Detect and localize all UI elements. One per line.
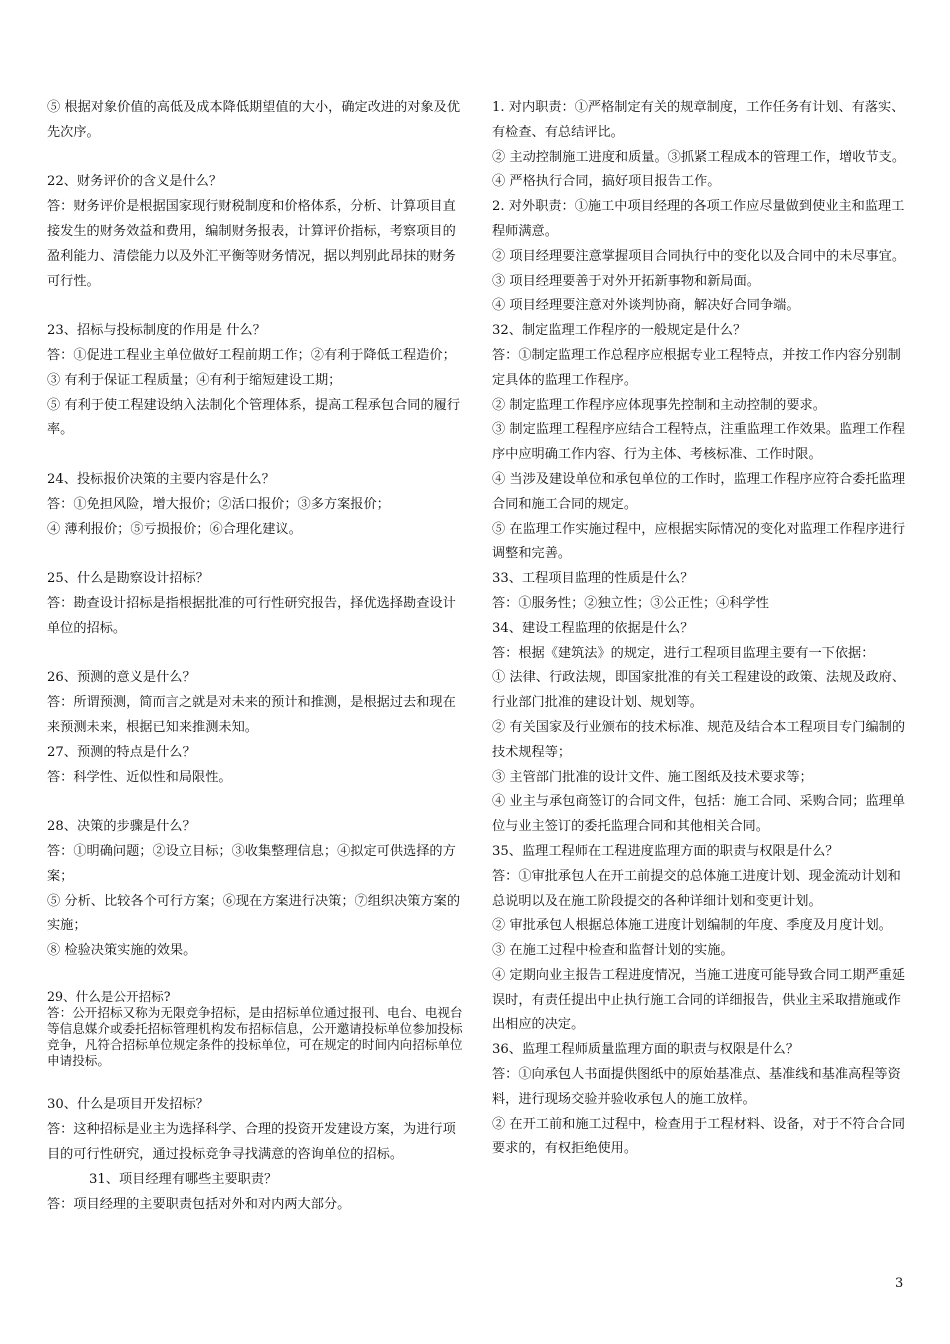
text-line: 答：勘查设计招标是指根据批准的可行性研究报告，择优选择勘查设计单位的招标。 [47,595,456,636]
text-line: 34、建设工程监理的依据是什么？ [492,620,694,636]
text-line: ③ 有利于保证工程质量；④有利于缩短建设工期； [47,372,342,388]
text-line: ④ 项目经理要注意对外谈判协商，解决好合同争端。 [492,298,800,314]
paragraph-gap [47,642,463,667]
text-line: 35、监理工程师在工程进度监理方面的职责与权限是什么？ [492,843,839,859]
text-line: 25、什么是勘察设计招标？ [47,571,209,587]
paragraph-gap [47,1069,463,1094]
text-line: 答：①免担风险，增大报价；②活口报价；③多方案报价； [47,496,390,512]
text-line: 30、什么是项目开发招标？ [47,1097,209,1113]
text-line: 答：根据《建筑法》的规定，进行工程项目监理主要有一下依据： [492,645,875,661]
text-line: ④ 严格执行合同，搞好项目报告工作。 [492,174,721,190]
text-line: 33、工程项目监理的性质是什么？ [492,571,694,587]
text-line: 24、投标报价决策的主要内容是什么？ [47,471,275,487]
text-line: 22、财务评价的含义是什么？ [47,174,223,190]
text-line: 答：这种招标是业主为选择科学、合理的投资开发建设方案，为进行项目的可行性研究，通过投标竞争寻找满意的咨询单位的招标。 [47,1122,456,1163]
text-line: ⑧ 检验决策实施的效果。 [47,943,197,959]
paragraph-gap [47,146,463,171]
text-line: ⑤ 在监理工作实施过程中，应根据实际情况的变化对监理工作程序进行调整和完善。 [492,521,906,562]
text-line: 31、项目经理有哪些主要职责？ [89,1171,278,1187]
left-column [47,96,463,1217]
page-number: 3 [895,1276,904,1291]
text-line: 1. 对内职责：①严格制定有关的规章制度，工作任务有计划、有落实、有检查、有总结评比。 [492,100,905,140]
text-line: 答：公开招标又称为无限竞争招标，是由招标单位通过报刊、电台、电视台等信息媒介或委托招标管理机构发布招标信息，公开邀请投标单位参加投标竞争，凡符合招标单位规定条件的投标单位，可在规定的时间内向招标单位申请投标。 [47,1004,463,1068]
text-line: 36、监理工程师质量监理方面的职责与权限是什么？ [492,1042,799,1058]
text-line: 答：科学性、近似性和局限性。 [47,769,232,785]
text-line: ② 制定监理工作程序应体现事先控制和主动控制的要求。 [492,397,826,413]
text-line: 答：财务评价是根据国家现行财税制度和价格体系，分析、计算项目直接发生的财务效益和费用，编制财务报表，计算评价指标，考察项目的盈利能力、清偿能力以及外汇平衡等财务情况，据以判别此昂抹的财务可行性。 [47,199,456,289]
text-line: 答：项目经理的主要职责包括对外和对内两大部分。 [47,1196,351,1212]
text-line: 答：所谓预测，简而言之就是对未来的预计和推测，是根据过去和现在来预测未来，根据已知来推测未知。 [47,695,456,735]
text-line: 26、预测的意义是什么？ [47,670,196,686]
paragraph-gap [47,790,463,815]
text-line: 答：①明确问题；②设立目标；③收集整理信息；④拟定可供选择的方案； [47,843,456,884]
right-column [492,96,908,1162]
text-line: 2. 对外职责：①施工中项目经理的各项工作应尽量做到使业主和监理工程师满意。 [492,199,905,239]
text-line: ⑤ 有利于使工程建设纳入法制化个管理体系，提高工程承包合同的履行率。 [47,397,461,438]
text-line: 32、制定监理工作程序的一般规定是什么？ [492,323,747,339]
text-line: ② 主动控制施工进度和质量。③抓紧工程成本的管理工作，增收节支。 [492,149,906,165]
text-line: 答：①向承包人书面提供图纸中的原始基准点、基准线和基准高程等资料，进行现场交验并验收承包人的施工放样。 [492,1067,901,1107]
text-line: ④ 业主与承包商签订的合同文件，包括：施工合同、采购合同；监理单位与业主签订的委托监理合同和其他相关合同。 [492,794,906,835]
text-line: ⑤ 分析、比较各个可行方案；⑥现在方案进行决策；⑦组织决策方案的实施； [47,893,461,934]
text-line: ② 审批承包人根据总体施工进度计划编制的年度、季度及月度计划。 [492,918,892,934]
text-line: ③ 在施工过程中检查和监督计划的实施。 [492,943,734,959]
paragraph-gap [47,443,463,468]
text-line: ④ 当涉及建设单位和承包单位的工作时，监理工作程序应符合委托监理合同和施工合同的规定。 [492,471,906,512]
text-line: 23、招标与投标制度的作用是 什么？ [47,323,266,339]
text-line: 答：①审批承包人在开工前提交的总体施工进度计划、现金流动计划和总说明以及在施工阶段提交的各种详细计划和变更计划。 [492,868,901,909]
text-line: ① 法律、行政法规，即国家批准的有关工程建设的政策、法规及政府、行业部门批准的建设计划、规划等。 [492,670,906,711]
text-line: ④ 薄利报价；⑤亏损报价；⑥合理化建议。 [47,521,302,537]
text-line: ② 有关国家及行业颁布的技术标准、规范及结合本工程项目专门编制的技术规程等； [492,719,906,760]
paragraph-gap [47,294,463,319]
text-line: ④ 定期向业主报告工程进度情况，当施工进度可能导致合同工期严重延误时，有责任提出中止执行施工合同的详细报告，供业主采取措施或作出相应的决定。 [492,967,906,1033]
text-line: ③ 制定监理工程程序应结合工程特点，注重监理工作效果。监理工作程序中应明确工作内容、行为主体、考核标准、工作时限。 [492,422,906,463]
text-line: 答：①促进工程业主单位做好工程前期工作；②有利于降低工程造价； [47,347,456,363]
text-line: 28、决策的步骤是什么？ [47,819,196,835]
text-line: 答：①服务性；②独立性；③公正性；④科学性 [492,595,769,611]
text-line: ② 在开工前和施工过程中，检查用于工程材料、设备，对于不符合合同要求的，有权拒绝使用。 [492,1116,906,1157]
text-line: 答：①制定监理工作总程序应根据专业工程特点，并按工作内容分别制定具体的监理工作程序。 [492,347,901,388]
text-line: ③ 项目经理要善于对外开拓新事物和新局面。 [492,273,760,289]
paragraph-gap [47,964,463,989]
text-line: ③ 主管部门批准的设计文件、施工图纸及技术要求等； [492,769,813,785]
text-line: ② 项目经理要注意掌握项目合同执行中的变化以及合同中的未尽事宜。 [492,248,906,264]
text-line: 29、什么是公开招标? [47,988,171,1004]
paragraph-gap [47,542,463,567]
text-line: 27、预测的特点是什么？ [47,744,196,760]
text-line: ⑤ 根据对象价值的高低及成本降低期望值的大小，确定改进的对象及优先次序。 [47,100,461,140]
